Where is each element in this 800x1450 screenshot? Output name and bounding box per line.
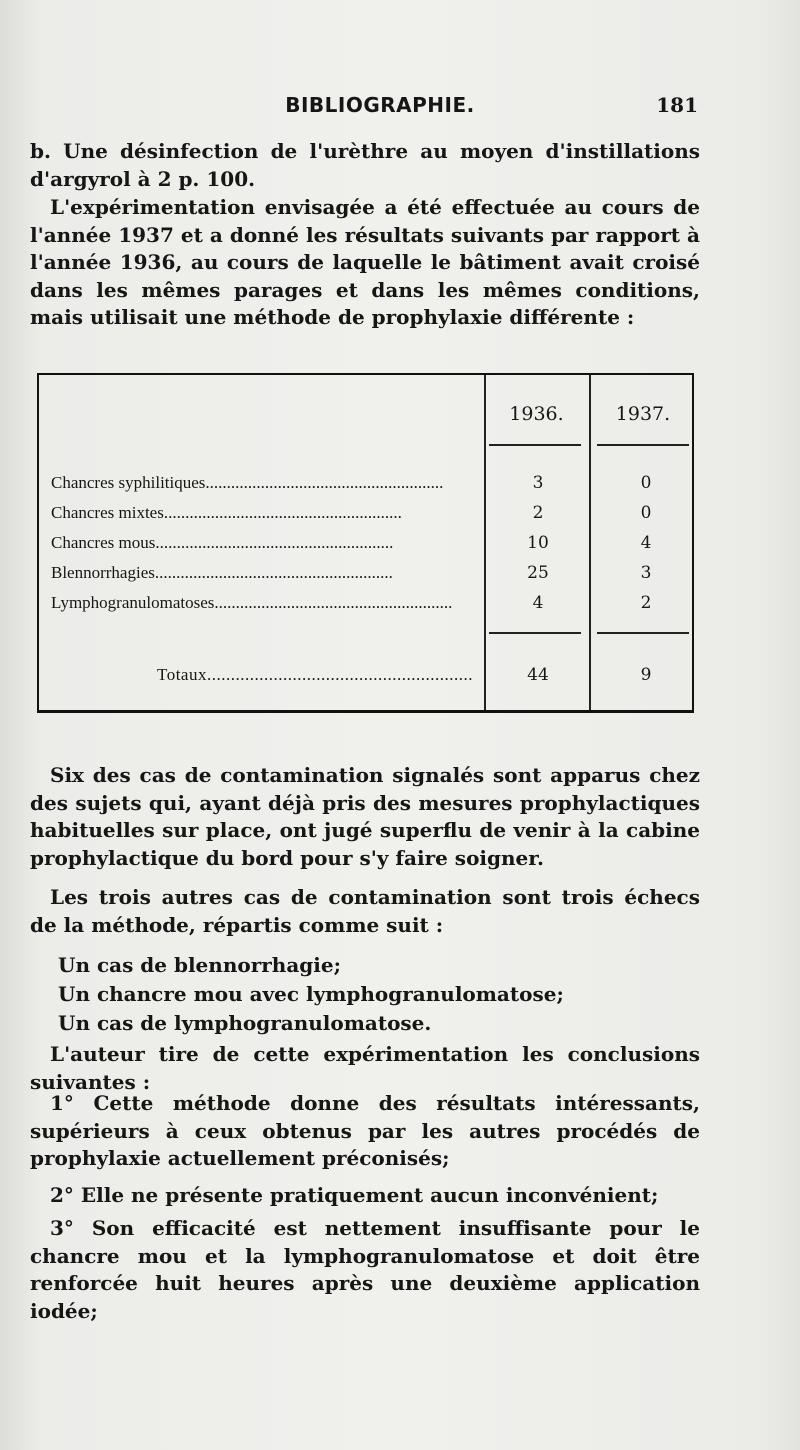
page-header — [60, 93, 700, 123]
table-cell-1936: 4 — [532, 593, 544, 613]
table-cell-1936: 10 — [527, 533, 549, 553]
total-row-label: Totaux........................................................ — [157, 665, 473, 684]
table-cell-1937: 0 — [640, 503, 652, 523]
column-header-1936: 1936. — [509, 403, 564, 425]
list-item: Un cas de lymphogranulomatose. — [58, 1011, 432, 1035]
column-header-1937: 1937. — [615, 403, 671, 425]
item-b-paragraph: b. Une désinfection de l'urèthre au moyen d'instillations d'argyrol à 2 p. 100. — [30, 139, 700, 191]
total-rule — [489, 632, 581, 634]
header-rule — [597, 444, 689, 446]
table-cell-1936: 3 — [532, 473, 544, 493]
column-divider — [484, 375, 486, 710]
column-divider — [589, 375, 591, 710]
conclusion-3: 3° Son efficacité est nettement insuffisante pour le chancre mou et la lymphogranulomatose et doit être renforcée huit heures après une deuxième application iodée; — [30, 1216, 700, 1323]
table-cell-1937: 0 — [640, 473, 652, 493]
paragraph-conclusions-intro: L'auteur tire de cette expérimentation les conclusions suivantes : — [30, 1042, 700, 1094]
total-rule — [597, 632, 689, 634]
conclusion-1: 1° Cette méthode donne des résultats intéressants, supérieurs à ceux obtenus par les autres procédés de prophylaxie actuellement préconisés; — [30, 1091, 700, 1170]
table-cell-1937: 2 — [640, 593, 652, 613]
table-cell-1936: 25 — [527, 563, 549, 583]
running-title: BIBLIOGRAPHIE. — [285, 93, 475, 117]
table-row-label: Blennorrhagies........................................................ — [51, 563, 393, 582]
list-item: Un cas de blennorrhagie; — [58, 953, 341, 977]
table-row-label: Chancres syphilitiques........................................................ — [51, 473, 444, 492]
table-cell-1937: 4 — [640, 533, 652, 553]
table-row-label: Chancres mous........................................................ — [51, 533, 394, 552]
list-item: Un chancre mou avec lymphogranulomatose; — [58, 982, 564, 1006]
header-rule — [489, 444, 581, 446]
page-number: 181 — [656, 93, 698, 117]
total-cell-1937: 9 — [640, 665, 652, 685]
table-cell-1936: 2 — [532, 503, 544, 523]
table-row-label: Lymphogranulomatoses........................................................ — [51, 593, 453, 612]
paragraph-six-cases: Six des cas de contamination signalés sont apparus chez des sujets qui, ayant déjà pris des mesures prophylactiques habituelles sur place, ont jugé superflu de venir à la cabine prophylactique du bord pour s'y faire soigner. — [30, 763, 700, 870]
table-cell-1937: 3 — [640, 563, 652, 583]
conclusion-2: 2° Elle ne présente pratiquement aucun inconvénient; — [50, 1183, 659, 1207]
experiment-paragraph: L'expérimentation envisagée a été effectuée au cours de l'année 1937 et a donné les résultats suivants par rapport à l'année 1936, au cours de laquelle le bâtiment avait croisé dans les mêmes parages et dans les mêmes conditions, mais utilisait une méthode de prophylaxie différente : — [30, 195, 700, 329]
table-row-label: Chancres mixtes........................................................ — [51, 503, 402, 522]
paragraph-three-cases: Les trois autres cas de contamination sont trois échecs de la méthode, répartis comme suit : — [30, 885, 700, 937]
total-cell-1936: 44 — [527, 665, 549, 685]
results-table — [37, 373, 694, 713]
failure-case-list — [58, 951, 698, 1038]
